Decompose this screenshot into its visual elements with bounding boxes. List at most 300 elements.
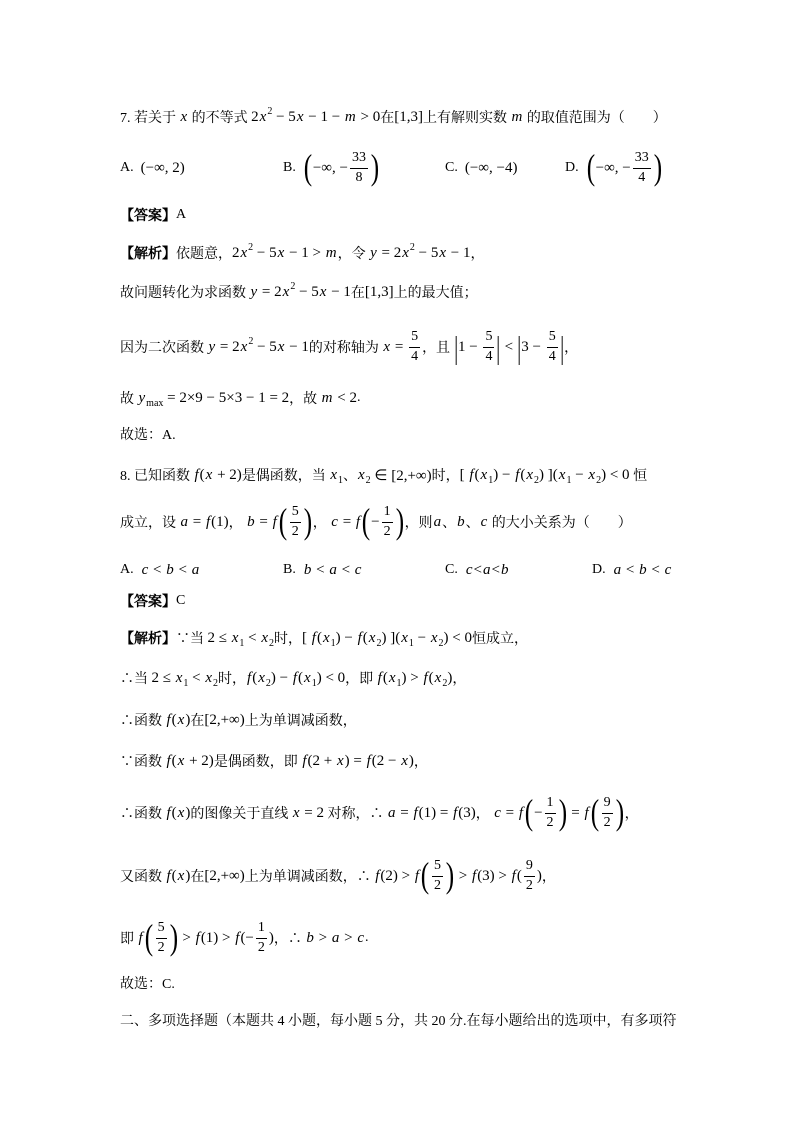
text-run: ∴当: [120, 672, 152, 687]
math-variable: x: [205, 466, 213, 483]
fraction: [602, 795, 613, 830]
math-expression: >: [455, 867, 472, 884]
math-variable: x: [439, 244, 447, 261]
math-expression: <: [312, 561, 329, 578]
big-right-paren: ): [615, 792, 624, 832]
math-variable: x: [330, 466, 337, 483]
math-expression: = 2: [377, 244, 402, 261]
math-variable: c: [664, 561, 672, 578]
text-run: 时，: [218, 672, 247, 687]
fraction: [350, 150, 368, 185]
math-expression: 8: [355, 169, 363, 185]
fraction-numerator: [483, 329, 494, 347]
text-run: A.: [120, 160, 141, 175]
math-variable: y: [370, 244, 377, 261]
math-expression: <: [500, 338, 517, 355]
math-expression: 5: [291, 504, 299, 520]
math-expression: (2) >: [380, 867, 414, 884]
text-run: C.: [445, 160, 465, 175]
q7-stem: [120, 95, 667, 139]
math-expression: ): [447, 669, 453, 686]
math-expression: (: [171, 804, 177, 821]
text-run: C.: [445, 562, 465, 577]
superscript: 2: [409, 241, 415, 253]
math-variable: x: [357, 466, 365, 483]
subscript: 2: [438, 637, 444, 649]
subscript: max: [146, 397, 164, 409]
fraction-denominator: [483, 348, 494, 365]
big-left-paren: (: [303, 147, 313, 187]
math-variable: f: [413, 804, 418, 821]
subscript: 1: [488, 474, 494, 486]
math-expression: − 1 >: [285, 244, 325, 261]
math-expression: = 2: [300, 804, 324, 821]
q7-conclusion: [120, 412, 176, 456]
math-variable: x: [177, 804, 185, 821]
math-expression: ): [185, 867, 191, 884]
math-expression: + 2): [185, 752, 214, 769]
math-variable: f: [205, 513, 211, 530]
math-expression: <: [473, 561, 482, 578]
text-run: 故: [120, 392, 138, 407]
big-left-paren: (: [278, 501, 287, 541]
text-run: 故选：A.: [120, 428, 176, 443]
math-expression: 2: [232, 244, 240, 261]
math-expression: (: [516, 867, 522, 884]
math-variable: x: [322, 629, 330, 646]
text-run: 恒成立，: [471, 632, 528, 647]
fraction: [547, 329, 558, 364]
math-expression: 9: [525, 858, 533, 874]
math-expression: ) −: [335, 629, 357, 646]
math-variable: f: [423, 669, 428, 686]
q8-analysis-line-4: [120, 739, 428, 783]
math-expression: <: [244, 629, 261, 646]
text-run: ∵当: [176, 632, 208, 647]
math-variable: f: [414, 867, 420, 884]
q8-analysis-line-1: [120, 616, 528, 660]
math-expression: ) < 0: [601, 466, 630, 483]
math-variable: f: [366, 752, 371, 769]
fraction-numerator: [547, 329, 558, 347]
math-expression: < 2: [333, 389, 357, 406]
math-expression: 4: [638, 169, 646, 185]
fraction-denominator: [636, 169, 647, 186]
math-variable: f: [469, 466, 474, 483]
math-expression: 2: [251, 108, 259, 125]
math-variable: x: [292, 804, 300, 821]
text-run: ，: [470, 247, 485, 262]
subscript: 2: [534, 474, 540, 486]
math-expression: − 5: [295, 283, 319, 300]
math-expression: (3) >: [477, 867, 511, 884]
text-run: ，: [452, 672, 467, 687]
math-variable: f: [377, 669, 382, 686]
math-expression: 2: [291, 523, 299, 539]
text-run: 8. 已知函数: [120, 469, 194, 484]
math-expression: −: [413, 629, 430, 646]
q8-analysis-line-3: [120, 698, 357, 742]
math-expression: ) ](: [539, 466, 558, 483]
big-left-paren: (: [361, 501, 371, 541]
fraction: [409, 329, 420, 364]
math-expression: (2 +: [307, 752, 336, 769]
q7-analysis-line-2: [120, 270, 478, 314]
math-expression: 2 ≤: [207, 629, 231, 646]
fraction-numerator: [545, 795, 556, 813]
math-expression: ) < 0: [316, 669, 346, 686]
big-right-paren: ): [303, 501, 312, 541]
math-expression: (: [298, 669, 304, 686]
math-expression: −: [571, 466, 588, 483]
text-run: ，: [564, 341, 579, 356]
math-variable: x: [336, 752, 344, 769]
math-variable: a: [482, 561, 491, 578]
text-run: 的不等式: [188, 111, 252, 126]
math-variable: x: [480, 466, 488, 483]
fraction-numerator: [524, 858, 535, 876]
math-expression: [2,+∞): [204, 867, 245, 884]
math-expression: 4: [548, 348, 556, 364]
math-expression: 2: [383, 523, 391, 539]
big-left-paren: (: [144, 917, 153, 957]
math-variable: x: [588, 466, 596, 483]
math-variable: c: [331, 513, 338, 530]
text-run: D.: [565, 160, 586, 175]
q8-analysis-line-2: [120, 656, 466, 700]
math-expression: <: [337, 561, 354, 578]
fraction: [290, 504, 301, 539]
q7-option-c: [445, 146, 517, 190]
fraction-numerator: [350, 150, 368, 168]
text-run: 二、多项选择题（本题共 4 小题，每小题 5 分，共 20 分.在每小题给出的选项中，有多项符: [120, 1014, 677, 1029]
math-variable: f: [357, 629, 362, 646]
math-variable: m: [511, 108, 523, 125]
fraction: [524, 858, 535, 893]
math-variable: a: [433, 513, 442, 530]
fraction: [483, 329, 494, 364]
subscript: 1: [183, 677, 189, 689]
text-run: ，: [475, 807, 494, 822]
math-expression: <: [622, 561, 639, 578]
math-variable: y: [208, 338, 216, 355]
math-variable: f: [375, 867, 380, 884]
subscript: 1: [311, 677, 317, 689]
text-run: ，且: [422, 341, 454, 356]
math-expression: 9: [603, 795, 611, 811]
math-expression: 2 ≤: [151, 669, 175, 686]
math-expression: =: [396, 804, 413, 821]
subscript: 2: [596, 474, 602, 486]
text-run: 、: [442, 516, 457, 531]
bold-label: 【解析】: [120, 247, 176, 262]
subscript: 1: [239, 637, 245, 649]
math-variable: a: [387, 804, 396, 821]
abs-value-bar: |: [517, 329, 521, 365]
math-expression: (: [382, 669, 388, 686]
q8-option-d: [592, 548, 672, 592]
math-expression: − 5: [272, 108, 296, 125]
fraction-denominator: [256, 939, 267, 956]
math-expression: − 1: [327, 283, 351, 300]
math-variable: m: [344, 108, 356, 125]
subscript: 2: [365, 474, 371, 486]
math-expression: −: [534, 804, 543, 821]
math-expression: [1,3]: [364, 283, 394, 300]
text-run: ，: [312, 516, 331, 531]
text-run: 是偶函数，当: [241, 469, 330, 484]
math-expression: 1 −: [457, 338, 482, 355]
fraction-numerator: [432, 858, 443, 876]
math-expression: 5: [157, 920, 165, 936]
math-expression: ): [408, 752, 414, 769]
fraction-denominator: [524, 877, 535, 894]
q7-option-a: [120, 146, 185, 190]
abs-value-bar: |: [453, 329, 458, 365]
math-variable: y: [250, 283, 258, 300]
bold-label: 【解析】: [120, 632, 176, 647]
text-run: ，: [541, 870, 556, 885]
math-variable: f: [247, 669, 252, 686]
math-variable: x: [368, 629, 376, 646]
text-run: .: [365, 930, 369, 945]
math-expression: 2: [257, 939, 265, 955]
fraction: [432, 858, 443, 893]
math-variable: x: [558, 466, 566, 483]
q8-stem-line-2: [120, 500, 632, 544]
q8-stem-line-1: [120, 453, 647, 497]
fraction: [545, 795, 556, 830]
math-expression: − 5: [414, 244, 439, 261]
abs-value-bar: |: [496, 329, 501, 365]
text-run: ，故: [289, 392, 321, 407]
text-run: B.: [283, 562, 303, 577]
fraction-numerator: [256, 920, 267, 938]
math-expression: −∞, −: [312, 159, 348, 176]
math-expression: (3): [458, 804, 476, 821]
math-variable: x: [240, 244, 248, 261]
math-variable: x: [277, 244, 285, 261]
text-run: D.: [592, 562, 613, 577]
math-variable: x: [205, 669, 213, 686]
abs-value-bar: |: [559, 329, 564, 365]
math-expression: 5: [485, 329, 493, 345]
math-expression: − 1: [285, 338, 309, 355]
subscript: 2: [376, 637, 382, 649]
subscript: 1: [566, 474, 572, 486]
math-expression: (−∞, −4): [464, 159, 518, 176]
math-expression: <: [647, 561, 664, 578]
fraction-denominator: [382, 523, 393, 540]
math-variable: c: [494, 804, 501, 821]
math-variable: f: [518, 804, 524, 821]
math-variable: x: [258, 669, 265, 686]
big-right-paren: ): [370, 147, 380, 187]
math-variable: f: [194, 466, 199, 483]
fraction-denominator: [409, 348, 420, 365]
math-expression: (1) >: [200, 929, 235, 946]
q8-option-b: [283, 548, 362, 592]
math-variable: f: [511, 867, 516, 884]
q8-analysis-line-6: [120, 854, 556, 898]
text-run: ∴函数: [120, 714, 166, 729]
text-run: ，则: [404, 516, 433, 531]
math-variable: f: [166, 711, 171, 728]
math-variable: x: [180, 108, 188, 125]
math-variable: x: [277, 338, 285, 355]
math-expression: (−∞, 2): [140, 159, 185, 176]
math-expression: =: [338, 513, 355, 530]
math-variable: f: [235, 929, 240, 946]
math-variable: x: [434, 669, 442, 686]
math-variable: f: [166, 867, 171, 884]
fraction-denominator: [432, 877, 443, 894]
subscript: 1: [396, 677, 402, 689]
math-variable: x: [177, 867, 185, 884]
text-run: 的大小关系为（ ）: [488, 516, 632, 531]
math-expression: 2: [546, 814, 554, 830]
fraction-denominator: [547, 348, 558, 365]
math-expression: = 2: [258, 283, 282, 300]
math-expression: 2: [603, 814, 611, 830]
math-expression: 4: [485, 348, 493, 364]
fraction-numerator: [156, 920, 167, 938]
math-expression: (: [362, 629, 368, 646]
math-expression: 2: [525, 877, 533, 893]
math-variable: x: [259, 108, 267, 125]
math-variable: c: [141, 561, 149, 578]
math-expression: <: [188, 669, 205, 686]
text-run: ，即: [345, 672, 377, 687]
math-variable: b: [166, 561, 174, 578]
text-run: B.: [283, 160, 303, 175]
math-expression: (: [252, 669, 258, 686]
math-variable: x: [430, 629, 438, 646]
text-run: 在: [350, 286, 365, 301]
text-run: 即: [120, 932, 138, 947]
text-run: 、: [465, 516, 480, 531]
math-variable: b: [639, 561, 647, 578]
math-expression: 2: [434, 877, 442, 893]
math-expression: 33: [351, 150, 366, 166]
math-variable: x: [177, 752, 185, 769]
math-variable: y: [138, 389, 146, 406]
big-right-paren: ): [558, 792, 567, 832]
math-expression: ) =: [344, 752, 366, 769]
math-variable: f: [166, 804, 171, 821]
q7-analysis-line-1: [120, 231, 485, 275]
big-right-paren: ): [445, 855, 455, 895]
fraction-numerator: [290, 504, 301, 522]
big-left-paren: (: [524, 792, 534, 832]
fraction-numerator: [602, 795, 613, 813]
math-variable: x: [175, 669, 183, 686]
math-variable: c: [357, 929, 365, 946]
math-expression: 4: [411, 348, 419, 364]
bold-label: 【答案】: [120, 595, 176, 610]
math-expression: ) −: [270, 669, 292, 686]
math-expression: 5: [434, 858, 442, 874]
text-run: 对称，∴: [323, 807, 387, 822]
bold-label: 【答案】: [120, 209, 176, 224]
text-run: ，令: [337, 247, 370, 262]
text-run: 上的最大值；: [393, 286, 478, 301]
subscript: 2: [269, 637, 275, 649]
big-left-paren: (: [586, 147, 595, 187]
text-run: ，∴: [273, 932, 306, 947]
math-expression: 1: [383, 504, 391, 520]
text-run: .: [356, 390, 361, 405]
math-expression: <: [149, 561, 166, 578]
math-variable: x: [240, 338, 248, 355]
math-expression: − 1 −: [304, 108, 344, 125]
math-variable: a: [329, 561, 337, 578]
math-variable: f: [311, 629, 316, 646]
math-expression: 33: [634, 150, 649, 166]
math-expression: =: [189, 513, 205, 530]
big-left-paren: (: [420, 855, 430, 895]
math-expression: 3 −: [521, 338, 545, 355]
math-variable: x: [401, 629, 408, 646]
math-variable: x: [296, 108, 304, 125]
math-expression: = 2×9 − 5×3 − 1 = 2: [163, 389, 290, 406]
superscript: 2: [290, 280, 296, 292]
math-variable: a: [331, 929, 340, 946]
math-variable: x: [401, 752, 408, 769]
math-variable: x: [388, 669, 396, 686]
math-variable: a: [191, 561, 200, 578]
math-expression: 5: [411, 329, 419, 345]
math-expression: (1) =: [418, 804, 453, 821]
math-expression: >: [314, 929, 331, 946]
math-expression: = 2: [216, 338, 240, 355]
text-run: 是偶函数，即: [213, 755, 302, 770]
q8-analysis-line-5: [120, 791, 639, 835]
math-expression: ): [185, 804, 191, 821]
text-run: ，: [228, 516, 247, 531]
math-variable: f: [453, 804, 458, 821]
math-variable: f: [138, 929, 143, 946]
math-variable: x: [319, 283, 327, 300]
math-expression: + 2): [213, 466, 242, 483]
math-variable: a: [613, 561, 622, 578]
text-run: 在: [190, 714, 205, 729]
text-run: 在: [190, 870, 205, 885]
text-run: 在: [380, 111, 395, 126]
math-variable: b: [500, 561, 509, 578]
fraction: [382, 504, 393, 539]
math-variable: f: [584, 804, 589, 821]
math-expression: =: [255, 513, 272, 530]
math-expression: (: [316, 629, 322, 646]
text-run: 因为二次函数: [120, 341, 208, 356]
text-run: 上为单调减函数，: [244, 714, 357, 729]
math-expression: >: [340, 929, 357, 946]
subscript: 1: [330, 637, 336, 649]
text-run: 时，: [274, 632, 303, 647]
math-expression: − 5: [253, 244, 277, 261]
superscript: 2: [267, 105, 273, 117]
math-expression: <: [174, 561, 191, 578]
math-expression: (−: [240, 929, 254, 946]
math-variable: b: [303, 561, 312, 578]
math-expression: −: [371, 513, 380, 530]
big-left-paren: (: [590, 792, 599, 832]
math-variable: f: [166, 752, 171, 769]
math-expression: (1): [211, 513, 229, 530]
math-variable: f: [292, 669, 298, 686]
math-expression: [: [459, 466, 469, 483]
